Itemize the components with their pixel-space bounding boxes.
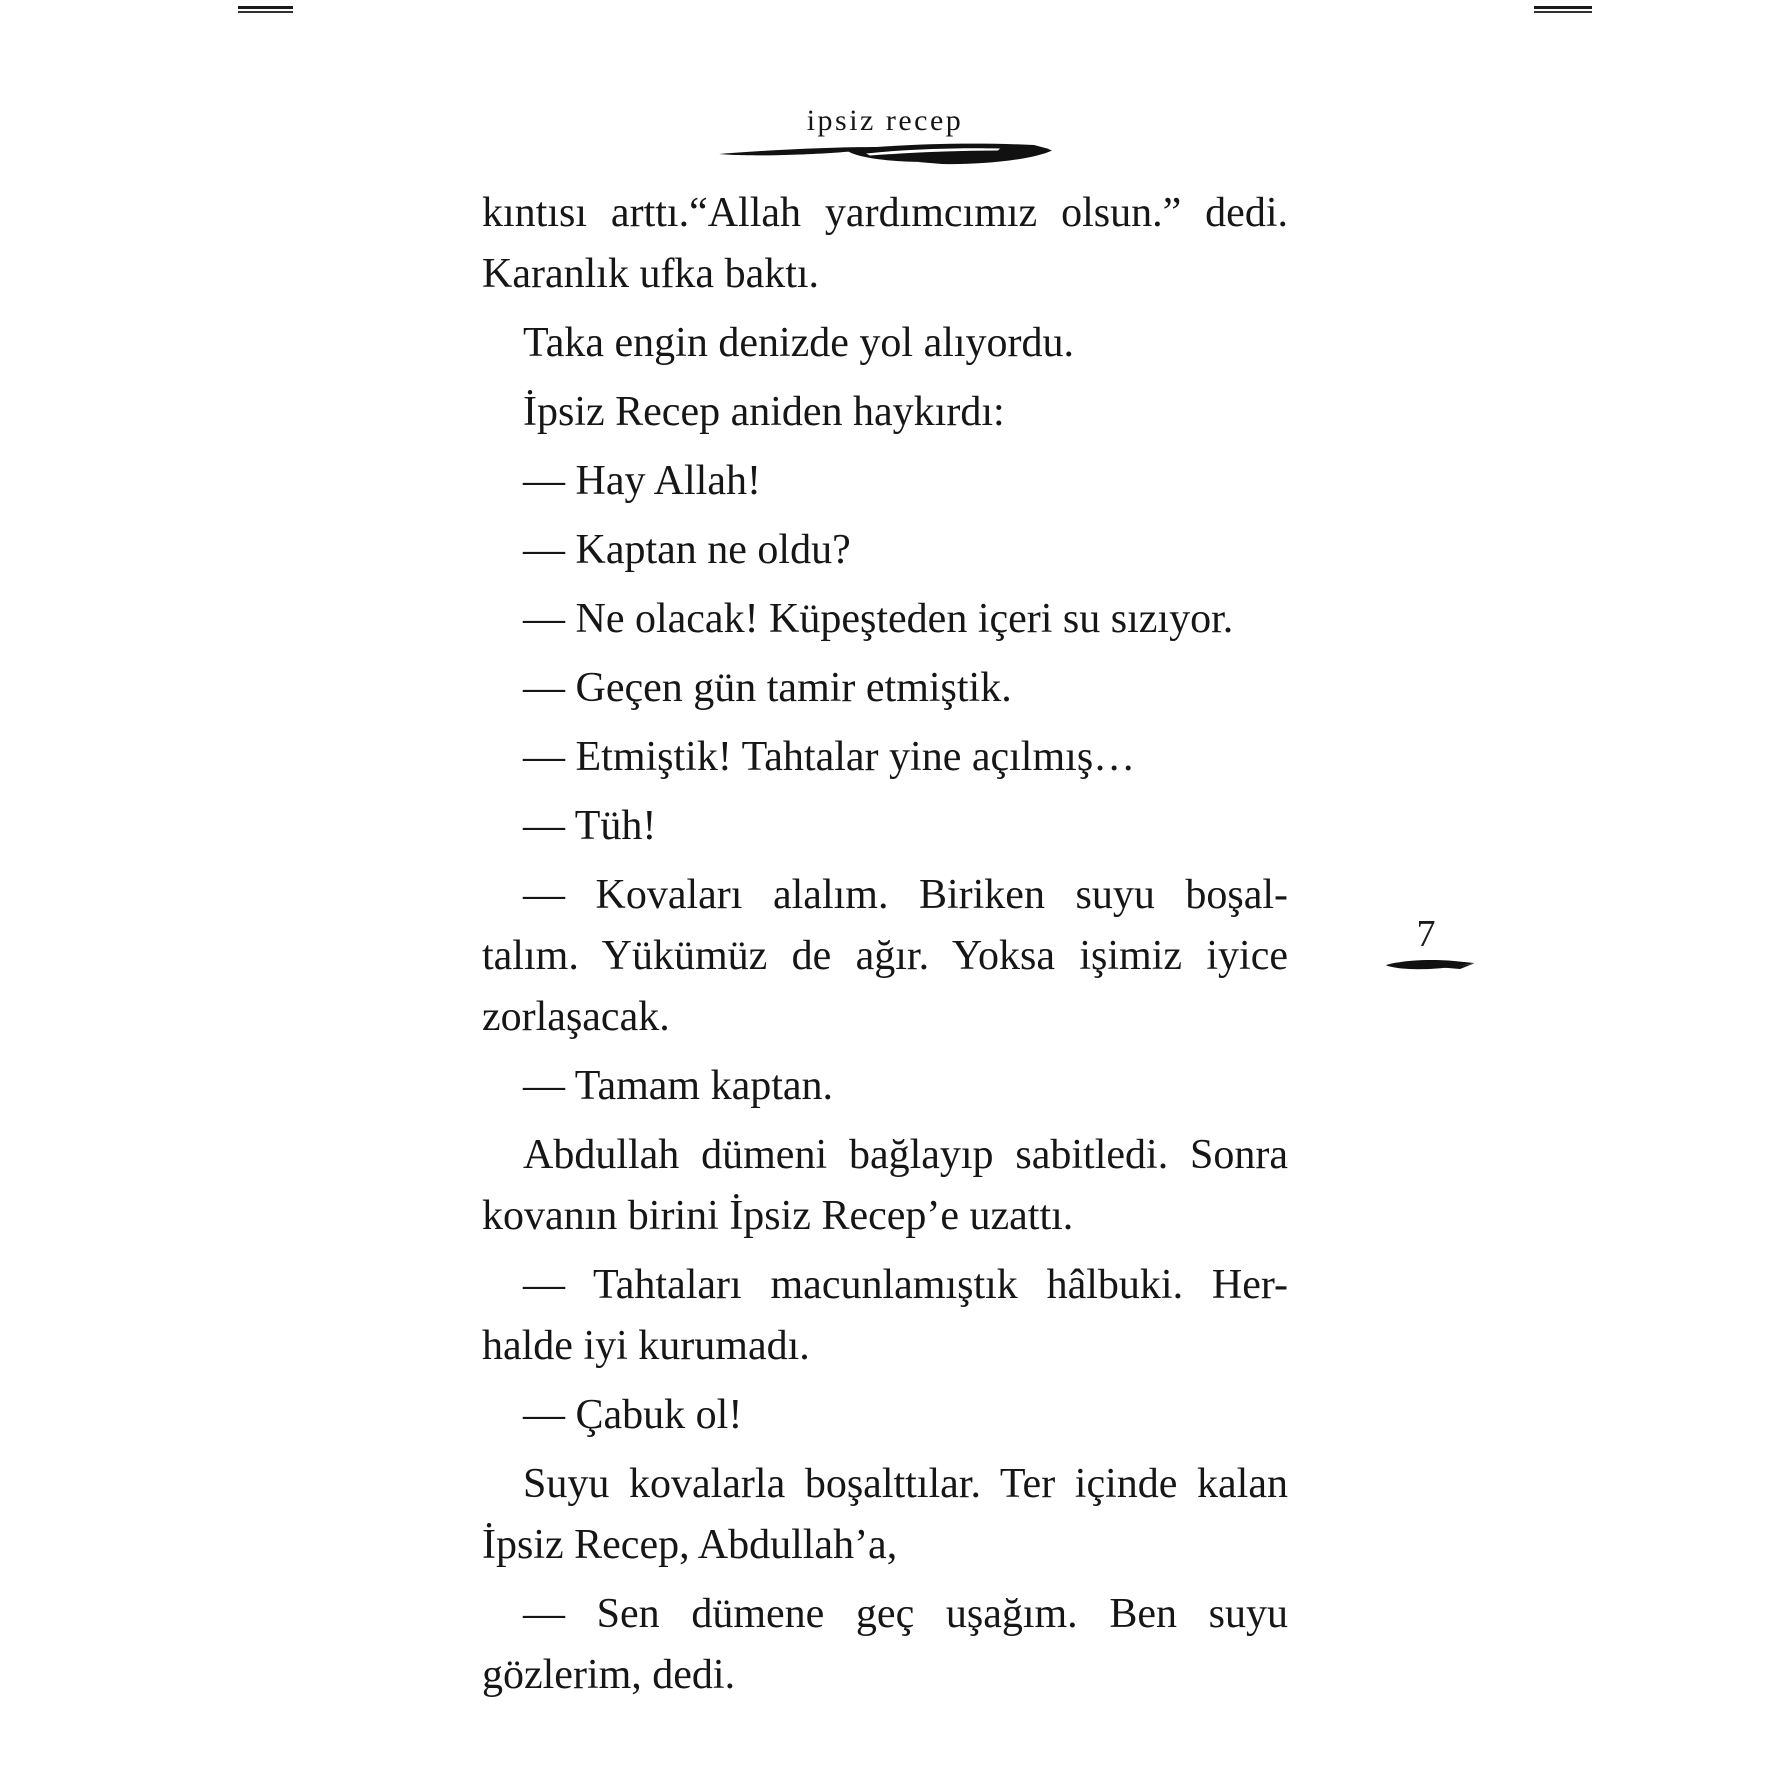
trim-mark-right-icon: [1534, 6, 1592, 15]
text-line: — Tüh!: [523, 803, 657, 849]
text-line: — Ne olacak! Küpeşteden içeri su sızıyor.: [523, 596, 1234, 642]
ink-flourish-icon: [718, 138, 1052, 168]
page-number: 7: [1416, 913, 1436, 955]
page-number-flourish-icon: [1384, 956, 1476, 972]
text-line: Taka engin denizde yol alıyordu.: [523, 320, 1075, 366]
text-line: — Geçen gün tamir etmiştik.: [523, 665, 1012, 711]
text-line: halde iyi kurumadı.: [482, 1323, 810, 1369]
text-line: kovanın birini İpsiz Recep’e uzattı.: [482, 1193, 1074, 1239]
text-line: İpsiz Recep aniden haykırdı:: [523, 389, 1005, 435]
running-title: ipsiz recep: [806, 104, 964, 137]
text-line: — Etmiştik! Tahtalar yine açılmış…: [523, 734, 1136, 780]
text-line: gözlerim, dedi.: [482, 1652, 736, 1698]
text-line: İpsiz Recep, Abdullah’a,: [482, 1522, 898, 1568]
text-line: — Kaptan ne oldu?: [523, 527, 851, 573]
text-line: — Tamam kaptan.: [523, 1063, 834, 1109]
text-line: Abdullah dümeni bağlayıp sabitledi. Sonra: [523, 1132, 1288, 1178]
text-block: [482, 183, 1288, 1706]
text-line: talım. Yükümüz de ağır. Yoksa işimiz iyice: [482, 933, 1288, 979]
text-line: — Kovaları alalım. Biriken suyu boşal-: [523, 872, 1288, 918]
text-line: — Sen dümene geç uşağım. Ben suyu: [523, 1591, 1288, 1637]
text-line: Karanlık ufka baktı.: [482, 251, 820, 297]
text-line: — Hay Allah!: [523, 458, 761, 504]
text-line: — Tahtaları macunlamıştık hâlbuki. Her-: [523, 1262, 1288, 1308]
text-line: kıntısı arttı.“Allah yardımcımız olsun.” dedi.: [482, 190, 1288, 236]
trim-mark-left-icon: [238, 6, 293, 15]
page-number-block: [1384, 912, 1468, 972]
text-line: zorlaşacak.: [482, 994, 670, 1040]
text-line: Suyu kovalarla boşalttılar. Ter içinde kalan: [523, 1461, 1288, 1507]
text-line: — Çabuk ol!: [523, 1392, 743, 1438]
